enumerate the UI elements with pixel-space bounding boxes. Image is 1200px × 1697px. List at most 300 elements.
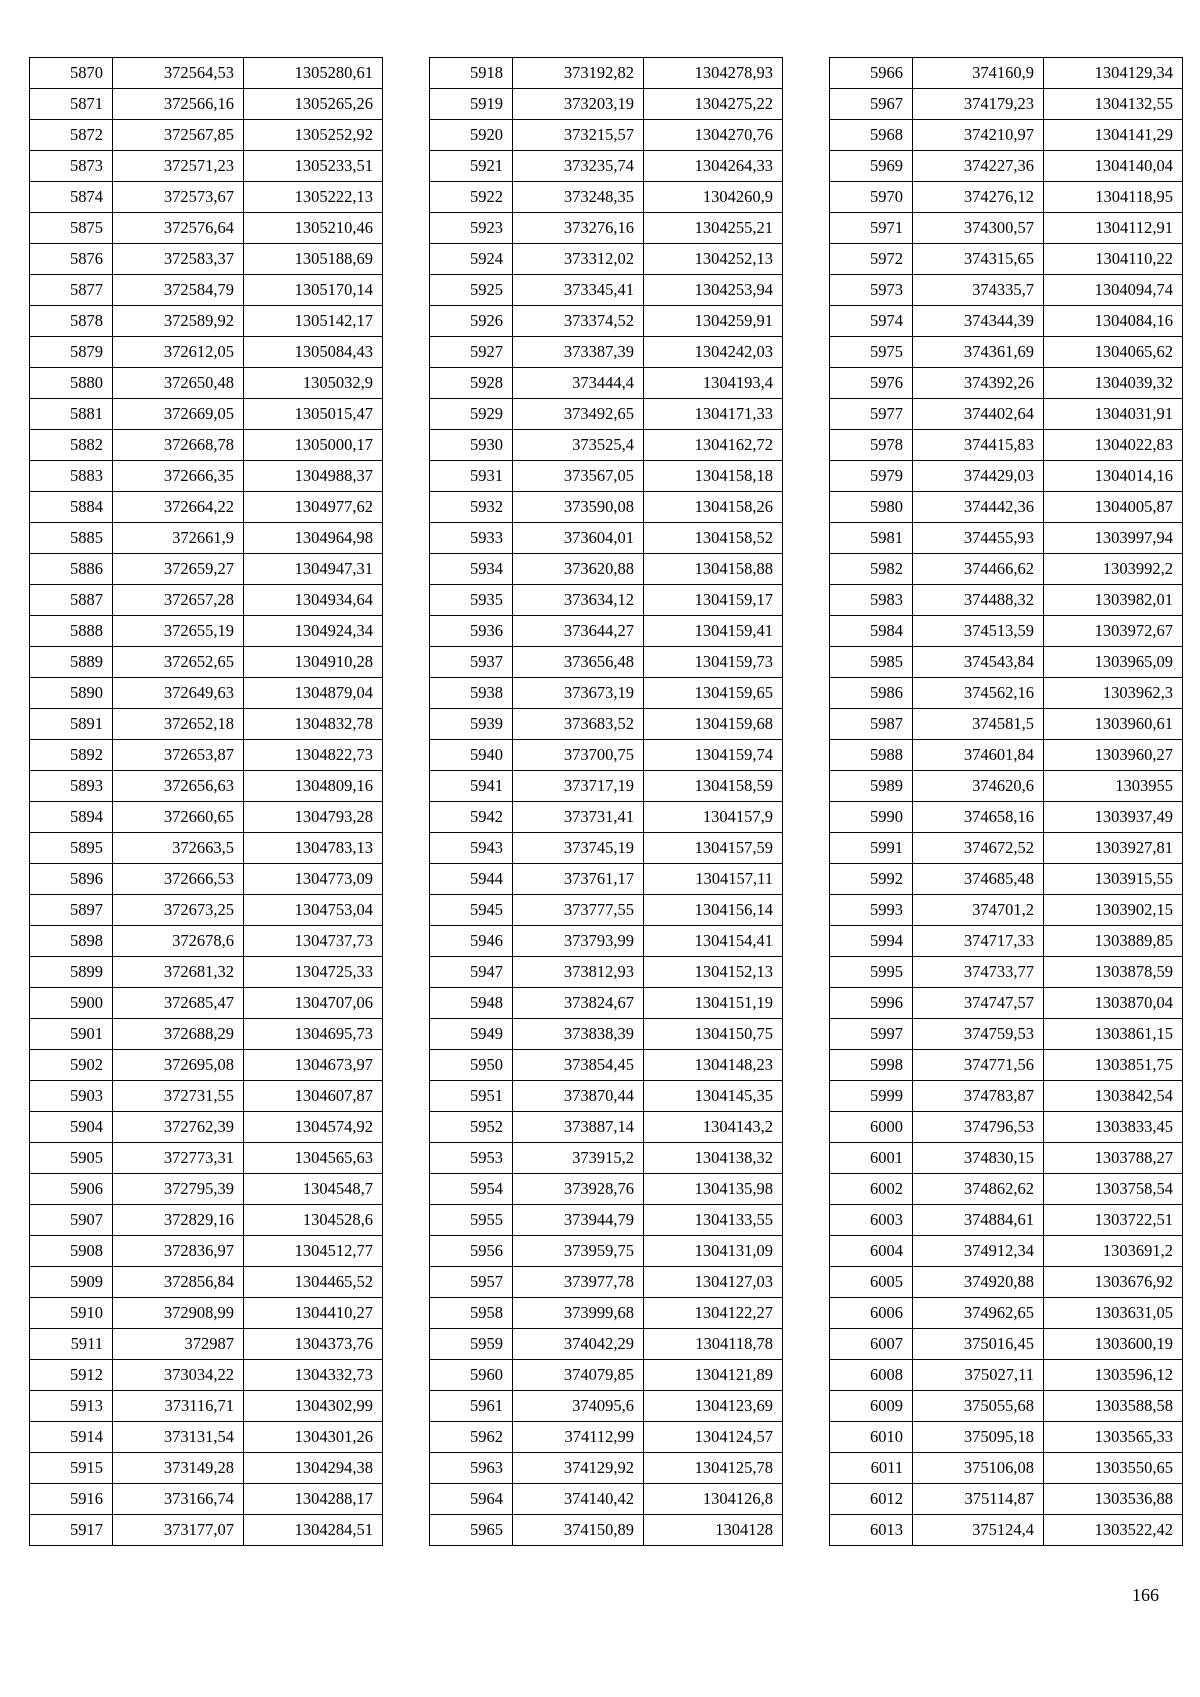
y-coordinate-cell: 1304707,06 bbox=[244, 988, 383, 1019]
x-coordinate-cell: 372773,31 bbox=[113, 1143, 244, 1174]
x-coordinate-cell: 374962,65 bbox=[913, 1298, 1044, 1329]
table-row bbox=[830, 1515, 1183, 1546]
table-row bbox=[430, 678, 783, 709]
x-coordinate-cell: 373177,07 bbox=[113, 1515, 244, 1546]
y-coordinate-cell: 1304131,09 bbox=[644, 1236, 783, 1267]
point-number-cell: 5887 bbox=[30, 585, 113, 616]
table-row bbox=[30, 58, 383, 89]
x-coordinate-cell: 374300,57 bbox=[913, 213, 1044, 244]
x-coordinate-cell: 373345,41 bbox=[513, 275, 644, 306]
y-coordinate-cell: 1304133,55 bbox=[644, 1205, 783, 1236]
point-number-cell: 5973 bbox=[830, 275, 913, 306]
point-number-cell: 5954 bbox=[430, 1174, 513, 1205]
point-number-cell: 5940 bbox=[430, 740, 513, 771]
point-number-cell: 6002 bbox=[830, 1174, 913, 1205]
x-coordinate-cell: 373683,52 bbox=[513, 709, 644, 740]
coordinate-table-1 bbox=[29, 57, 383, 1546]
x-coordinate-cell: 375106,08 bbox=[913, 1453, 1044, 1484]
y-coordinate-cell: 1303972,67 bbox=[1044, 616, 1183, 647]
table-row bbox=[830, 1081, 1183, 1112]
point-number-cell: 6009 bbox=[830, 1391, 913, 1422]
table-row bbox=[30, 306, 383, 337]
table-row bbox=[430, 461, 783, 492]
point-number-cell: 5995 bbox=[830, 957, 913, 988]
x-coordinate-cell: 372731,55 bbox=[113, 1081, 244, 1112]
table-row bbox=[30, 1205, 383, 1236]
point-number-cell: 5898 bbox=[30, 926, 113, 957]
point-number-cell: 5908 bbox=[30, 1236, 113, 1267]
point-number-cell: 5965 bbox=[430, 1515, 513, 1546]
x-coordinate-cell: 374160,9 bbox=[913, 58, 1044, 89]
point-number-cell: 5913 bbox=[30, 1391, 113, 1422]
x-coordinate-cell: 375095,18 bbox=[913, 1422, 1044, 1453]
x-coordinate-cell: 372659,27 bbox=[113, 554, 244, 585]
table-row bbox=[30, 1391, 383, 1422]
y-coordinate-cell: 1304255,21 bbox=[644, 213, 783, 244]
table-row bbox=[830, 213, 1183, 244]
point-number-cell: 5957 bbox=[430, 1267, 513, 1298]
y-coordinate-cell: 1303915,55 bbox=[1044, 864, 1183, 895]
table-row bbox=[30, 1515, 383, 1546]
x-coordinate-cell: 374733,77 bbox=[913, 957, 1044, 988]
y-coordinate-cell: 1304242,03 bbox=[644, 337, 783, 368]
table-row bbox=[30, 368, 383, 399]
x-coordinate-cell: 372829,16 bbox=[113, 1205, 244, 1236]
x-coordinate-cell: 374562,16 bbox=[913, 678, 1044, 709]
y-coordinate-cell: 1304934,64 bbox=[244, 585, 383, 616]
table-row bbox=[430, 1515, 783, 1546]
point-number-cell: 5872 bbox=[30, 120, 113, 151]
point-number-cell: 5951 bbox=[430, 1081, 513, 1112]
table-row bbox=[430, 926, 783, 957]
y-coordinate-cell: 1304162,72 bbox=[644, 430, 783, 461]
x-coordinate-cell: 375016,45 bbox=[913, 1329, 1044, 1360]
x-coordinate-cell: 374581,5 bbox=[913, 709, 1044, 740]
x-coordinate-cell: 374466,62 bbox=[913, 554, 1044, 585]
x-coordinate-cell: 374442,36 bbox=[913, 492, 1044, 523]
table-row bbox=[30, 1298, 383, 1329]
point-number-cell: 5991 bbox=[830, 833, 913, 864]
x-coordinate-cell: 373812,93 bbox=[513, 957, 644, 988]
table-row bbox=[830, 1360, 1183, 1391]
table-row bbox=[30, 1112, 383, 1143]
x-coordinate-cell: 373777,55 bbox=[513, 895, 644, 926]
table-row bbox=[30, 957, 383, 988]
table-row bbox=[830, 1422, 1183, 1453]
table-row bbox=[30, 1174, 383, 1205]
y-coordinate-cell: 1304135,98 bbox=[644, 1174, 783, 1205]
table-row bbox=[430, 337, 783, 368]
x-coordinate-cell: 374344,39 bbox=[913, 306, 1044, 337]
point-number-cell: 6000 bbox=[830, 1112, 913, 1143]
table-row bbox=[430, 771, 783, 802]
y-coordinate-cell: 1304574,92 bbox=[244, 1112, 383, 1143]
table-row bbox=[30, 399, 383, 430]
table-row bbox=[430, 492, 783, 523]
table-row bbox=[830, 182, 1183, 213]
table-row bbox=[830, 802, 1183, 833]
point-number-cell: 5909 bbox=[30, 1267, 113, 1298]
point-number-cell: 6013 bbox=[830, 1515, 913, 1546]
x-coordinate-cell: 372656,63 bbox=[113, 771, 244, 802]
y-coordinate-cell: 1305000,17 bbox=[244, 430, 383, 461]
x-coordinate-cell: 374601,84 bbox=[913, 740, 1044, 771]
point-number-cell: 5890 bbox=[30, 678, 113, 709]
point-number-cell: 5914 bbox=[30, 1422, 113, 1453]
y-coordinate-cell: 1304822,73 bbox=[244, 740, 383, 771]
x-coordinate-cell: 375027,11 bbox=[913, 1360, 1044, 1391]
y-coordinate-cell: 1305233,51 bbox=[244, 151, 383, 182]
point-number-cell: 5982 bbox=[830, 554, 913, 585]
point-number-cell: 5984 bbox=[830, 616, 913, 647]
x-coordinate-cell: 373731,41 bbox=[513, 802, 644, 833]
point-number-cell: 5924 bbox=[430, 244, 513, 275]
table-row bbox=[30, 740, 383, 771]
point-number-cell: 5993 bbox=[830, 895, 913, 926]
point-number-cell: 5922 bbox=[430, 182, 513, 213]
point-number-cell: 5952 bbox=[430, 1112, 513, 1143]
point-number-cell: 6011 bbox=[830, 1453, 913, 1484]
point-number-cell: 6012 bbox=[830, 1484, 913, 1515]
x-coordinate-cell: 372695,08 bbox=[113, 1050, 244, 1081]
table-row bbox=[430, 1112, 783, 1143]
x-coordinate-cell: 373444,4 bbox=[513, 368, 644, 399]
y-coordinate-cell: 1304171,33 bbox=[644, 399, 783, 430]
y-coordinate-cell: 1303596,12 bbox=[1044, 1360, 1183, 1391]
y-coordinate-cell: 1304284,51 bbox=[244, 1515, 383, 1546]
y-coordinate-cell: 1304039,32 bbox=[1044, 368, 1183, 399]
table-row bbox=[30, 926, 383, 957]
point-number-cell: 5943 bbox=[430, 833, 513, 864]
table-row bbox=[830, 368, 1183, 399]
point-number-cell: 5876 bbox=[30, 244, 113, 275]
table-row bbox=[430, 368, 783, 399]
y-coordinate-cell: 1304140,04 bbox=[1044, 151, 1183, 182]
x-coordinate-cell: 373761,17 bbox=[513, 864, 644, 895]
point-number-cell: 5883 bbox=[30, 461, 113, 492]
point-number-cell: 5956 bbox=[430, 1236, 513, 1267]
y-coordinate-cell: 1304373,76 bbox=[244, 1329, 383, 1360]
x-coordinate-cell: 373959,75 bbox=[513, 1236, 644, 1267]
table-row bbox=[430, 58, 783, 89]
point-number-cell: 5886 bbox=[30, 554, 113, 585]
x-coordinate-cell: 373838,39 bbox=[513, 1019, 644, 1050]
table-row bbox=[30, 244, 383, 275]
y-coordinate-cell: 1304410,27 bbox=[244, 1298, 383, 1329]
x-coordinate-cell: 374543,84 bbox=[913, 647, 1044, 678]
x-coordinate-cell: 373644,27 bbox=[513, 616, 644, 647]
point-number-cell: 5915 bbox=[30, 1453, 113, 1484]
table-row bbox=[830, 151, 1183, 182]
x-coordinate-cell: 372681,32 bbox=[113, 957, 244, 988]
table-row bbox=[30, 430, 383, 461]
y-coordinate-cell: 1304264,33 bbox=[644, 151, 783, 182]
x-coordinate-cell: 373276,16 bbox=[513, 213, 644, 244]
point-number-cell: 5933 bbox=[430, 523, 513, 554]
x-coordinate-cell: 374912,34 bbox=[913, 1236, 1044, 1267]
y-coordinate-cell: 1304278,93 bbox=[644, 58, 783, 89]
y-coordinate-cell: 1304157,9 bbox=[644, 802, 783, 833]
y-coordinate-cell: 1303902,15 bbox=[1044, 895, 1183, 926]
point-number-cell: 5998 bbox=[830, 1050, 913, 1081]
point-number-cell: 5931 bbox=[430, 461, 513, 492]
point-number-cell: 5958 bbox=[430, 1298, 513, 1329]
x-coordinate-cell: 373620,88 bbox=[513, 554, 644, 585]
point-number-cell: 5960 bbox=[430, 1360, 513, 1391]
table-row bbox=[830, 1453, 1183, 1484]
point-number-cell: 5964 bbox=[430, 1484, 513, 1515]
x-coordinate-cell: 375055,68 bbox=[913, 1391, 1044, 1422]
x-coordinate-cell: 373525,4 bbox=[513, 430, 644, 461]
y-coordinate-cell: 1304158,59 bbox=[644, 771, 783, 802]
y-coordinate-cell: 1304753,04 bbox=[244, 895, 383, 926]
table-row bbox=[830, 244, 1183, 275]
table-row bbox=[830, 275, 1183, 306]
x-coordinate-cell: 372652,18 bbox=[113, 709, 244, 740]
y-coordinate-cell: 1304964,98 bbox=[244, 523, 383, 554]
point-number-cell: 5870 bbox=[30, 58, 113, 89]
x-coordinate-cell: 373166,74 bbox=[113, 1484, 244, 1515]
y-coordinate-cell: 1304122,27 bbox=[644, 1298, 783, 1329]
point-number-cell: 5969 bbox=[830, 151, 913, 182]
y-coordinate-cell: 1303600,19 bbox=[1044, 1329, 1183, 1360]
y-coordinate-cell: 1303955 bbox=[1044, 771, 1183, 802]
point-number-cell: 5917 bbox=[30, 1515, 113, 1546]
y-coordinate-cell: 1304302,99 bbox=[244, 1391, 383, 1422]
y-coordinate-cell: 1303631,05 bbox=[1044, 1298, 1183, 1329]
x-coordinate-cell: 372685,47 bbox=[113, 988, 244, 1019]
y-coordinate-cell: 1304783,13 bbox=[244, 833, 383, 864]
y-coordinate-cell: 1304793,28 bbox=[244, 802, 383, 833]
table-row bbox=[430, 213, 783, 244]
table-row bbox=[830, 337, 1183, 368]
y-coordinate-cell: 1304121,89 bbox=[644, 1360, 783, 1391]
table-row bbox=[830, 585, 1183, 616]
y-coordinate-cell: 1304132,55 bbox=[1044, 89, 1183, 120]
point-number-cell: 5968 bbox=[830, 120, 913, 151]
x-coordinate-cell: 373717,19 bbox=[513, 771, 644, 802]
point-number-cell: 5875 bbox=[30, 213, 113, 244]
table-row bbox=[30, 1484, 383, 1515]
x-coordinate-cell: 372666,53 bbox=[113, 864, 244, 895]
table-row bbox=[430, 1205, 783, 1236]
y-coordinate-cell: 1303691,2 bbox=[1044, 1236, 1183, 1267]
x-coordinate-cell: 374150,89 bbox=[513, 1515, 644, 1546]
y-coordinate-cell: 1304159,74 bbox=[644, 740, 783, 771]
point-number-cell: 5988 bbox=[830, 740, 913, 771]
table-row bbox=[830, 120, 1183, 151]
x-coordinate-cell: 373312,02 bbox=[513, 244, 644, 275]
x-coordinate-cell: 372669,05 bbox=[113, 399, 244, 430]
table-row bbox=[30, 864, 383, 895]
point-number-cell: 5903 bbox=[30, 1081, 113, 1112]
x-coordinate-cell: 372908,99 bbox=[113, 1298, 244, 1329]
table-row bbox=[830, 461, 1183, 492]
x-coordinate-cell: 373999,68 bbox=[513, 1298, 644, 1329]
table-row bbox=[30, 1236, 383, 1267]
table-row bbox=[30, 709, 383, 740]
y-coordinate-cell: 1303992,2 bbox=[1044, 554, 1183, 585]
y-coordinate-cell: 1304548,7 bbox=[244, 1174, 383, 1205]
y-coordinate-cell: 1304924,34 bbox=[244, 616, 383, 647]
x-coordinate-cell: 374140,42 bbox=[513, 1484, 644, 1515]
table-row bbox=[830, 1267, 1183, 1298]
point-number-cell: 5970 bbox=[830, 182, 913, 213]
point-number-cell: 5983 bbox=[830, 585, 913, 616]
x-coordinate-cell: 372655,19 bbox=[113, 616, 244, 647]
y-coordinate-cell: 1304126,8 bbox=[644, 1484, 783, 1515]
table-row bbox=[830, 89, 1183, 120]
x-coordinate-cell: 374658,16 bbox=[913, 802, 1044, 833]
point-number-cell: 5881 bbox=[30, 399, 113, 430]
point-number-cell: 5992 bbox=[830, 864, 913, 895]
table-row bbox=[430, 833, 783, 864]
x-coordinate-cell: 372663,5 bbox=[113, 833, 244, 864]
point-number-cell: 5873 bbox=[30, 151, 113, 182]
y-coordinate-cell: 1304022,83 bbox=[1044, 430, 1183, 461]
point-number-cell: 5923 bbox=[430, 213, 513, 244]
y-coordinate-cell: 1303861,15 bbox=[1044, 1019, 1183, 1050]
point-number-cell: 5938 bbox=[430, 678, 513, 709]
x-coordinate-cell: 372650,48 bbox=[113, 368, 244, 399]
y-coordinate-cell: 1304528,6 bbox=[244, 1205, 383, 1236]
table-row bbox=[830, 1174, 1183, 1205]
y-coordinate-cell: 1305084,43 bbox=[244, 337, 383, 368]
point-number-cell: 5934 bbox=[430, 554, 513, 585]
x-coordinate-cell: 375114,87 bbox=[913, 1484, 1044, 1515]
x-coordinate-cell: 373634,12 bbox=[513, 585, 644, 616]
y-coordinate-cell: 1304695,73 bbox=[244, 1019, 383, 1050]
x-coordinate-cell: 372657,28 bbox=[113, 585, 244, 616]
y-coordinate-cell: 1303870,04 bbox=[1044, 988, 1183, 1019]
point-number-cell: 5990 bbox=[830, 802, 913, 833]
x-coordinate-cell: 374620,6 bbox=[913, 771, 1044, 802]
y-coordinate-cell: 1304193,4 bbox=[644, 368, 783, 399]
table-row bbox=[30, 988, 383, 1019]
point-number-cell: 5926 bbox=[430, 306, 513, 337]
table-row bbox=[430, 399, 783, 430]
point-number-cell: 5949 bbox=[430, 1019, 513, 1050]
y-coordinate-cell: 1304124,57 bbox=[644, 1422, 783, 1453]
point-number-cell: 5919 bbox=[430, 89, 513, 120]
x-coordinate-cell: 372661,9 bbox=[113, 523, 244, 554]
x-coordinate-cell: 374796,53 bbox=[913, 1112, 1044, 1143]
x-coordinate-cell: 372571,23 bbox=[113, 151, 244, 182]
x-coordinate-cell: 372653,87 bbox=[113, 740, 244, 771]
point-number-cell: 5902 bbox=[30, 1050, 113, 1081]
y-coordinate-cell: 1303842,54 bbox=[1044, 1081, 1183, 1112]
table-row bbox=[30, 89, 383, 120]
x-coordinate-cell: 373604,01 bbox=[513, 523, 644, 554]
x-coordinate-cell: 374771,56 bbox=[913, 1050, 1044, 1081]
y-coordinate-cell: 1305210,46 bbox=[244, 213, 383, 244]
y-coordinate-cell: 1304288,17 bbox=[244, 1484, 383, 1515]
x-coordinate-cell: 374830,15 bbox=[913, 1143, 1044, 1174]
x-coordinate-cell: 373492,65 bbox=[513, 399, 644, 430]
y-coordinate-cell: 1304158,88 bbox=[644, 554, 783, 585]
x-coordinate-cell: 372573,67 bbox=[113, 182, 244, 213]
y-coordinate-cell: 1304252,13 bbox=[644, 244, 783, 275]
y-coordinate-cell: 1304773,09 bbox=[244, 864, 383, 895]
x-coordinate-cell: 372666,35 bbox=[113, 461, 244, 492]
x-coordinate-cell: 374227,36 bbox=[913, 151, 1044, 182]
y-coordinate-cell: 1305032,9 bbox=[244, 368, 383, 399]
x-coordinate-cell: 372668,78 bbox=[113, 430, 244, 461]
coordinate-table-2 bbox=[429, 57, 783, 1546]
x-coordinate-cell: 373567,05 bbox=[513, 461, 644, 492]
table-row bbox=[830, 1019, 1183, 1050]
x-coordinate-cell: 372583,37 bbox=[113, 244, 244, 275]
table-row bbox=[830, 1391, 1183, 1422]
y-coordinate-cell: 1304129,34 bbox=[1044, 58, 1183, 89]
x-coordinate-cell: 372612,05 bbox=[113, 337, 244, 368]
point-number-cell: 5980 bbox=[830, 492, 913, 523]
y-coordinate-cell: 1304159,17 bbox=[644, 585, 783, 616]
point-number-cell: 5900 bbox=[30, 988, 113, 1019]
point-number-cell: 5961 bbox=[430, 1391, 513, 1422]
y-coordinate-cell: 1303722,51 bbox=[1044, 1205, 1183, 1236]
x-coordinate-cell: 373387,39 bbox=[513, 337, 644, 368]
table-row bbox=[430, 430, 783, 461]
y-coordinate-cell: 1304031,91 bbox=[1044, 399, 1183, 430]
x-coordinate-cell: 374042,29 bbox=[513, 1329, 644, 1360]
point-number-cell: 5878 bbox=[30, 306, 113, 337]
y-coordinate-cell: 1304947,31 bbox=[244, 554, 383, 585]
y-coordinate-cell: 1303997,94 bbox=[1044, 523, 1183, 554]
table-row bbox=[30, 1360, 383, 1391]
point-number-cell: 5944 bbox=[430, 864, 513, 895]
table-row bbox=[830, 399, 1183, 430]
table-row bbox=[830, 1484, 1183, 1515]
x-coordinate-cell: 372584,79 bbox=[113, 275, 244, 306]
point-number-cell: 5997 bbox=[830, 1019, 913, 1050]
table-row bbox=[830, 864, 1183, 895]
y-coordinate-cell: 1304725,33 bbox=[244, 957, 383, 988]
y-coordinate-cell: 1303960,61 bbox=[1044, 709, 1183, 740]
table-row bbox=[430, 585, 783, 616]
y-coordinate-cell: 1304152,13 bbox=[644, 957, 783, 988]
point-number-cell: 5972 bbox=[830, 244, 913, 275]
y-coordinate-cell: 1304301,26 bbox=[244, 1422, 383, 1453]
x-coordinate-cell: 374672,52 bbox=[913, 833, 1044, 864]
point-number-cell: 5959 bbox=[430, 1329, 513, 1360]
y-coordinate-cell: 1304094,74 bbox=[1044, 275, 1183, 306]
x-coordinate-cell: 374402,64 bbox=[913, 399, 1044, 430]
table-row bbox=[830, 957, 1183, 988]
point-number-cell: 5882 bbox=[30, 430, 113, 461]
x-coordinate-cell: 372688,29 bbox=[113, 1019, 244, 1050]
x-coordinate-cell: 373700,75 bbox=[513, 740, 644, 771]
point-number-cell: 5894 bbox=[30, 802, 113, 833]
x-coordinate-cell: 374112,99 bbox=[513, 1422, 644, 1453]
table-row bbox=[30, 802, 383, 833]
table-row bbox=[830, 1298, 1183, 1329]
y-coordinate-cell: 1304156,14 bbox=[644, 895, 783, 926]
y-coordinate-cell: 1304151,19 bbox=[644, 988, 783, 1019]
table-row bbox=[30, 1143, 383, 1174]
x-coordinate-cell: 373673,19 bbox=[513, 678, 644, 709]
table-row bbox=[830, 430, 1183, 461]
x-coordinate-cell: 374513,59 bbox=[913, 616, 1044, 647]
table-row bbox=[430, 1081, 783, 1112]
point-number-cell: 5941 bbox=[430, 771, 513, 802]
point-number-cell: 5888 bbox=[30, 616, 113, 647]
point-number-cell: 5937 bbox=[430, 647, 513, 678]
point-number-cell: 5879 bbox=[30, 337, 113, 368]
table-row bbox=[830, 492, 1183, 523]
point-number-cell: 5935 bbox=[430, 585, 513, 616]
table-row bbox=[830, 833, 1183, 864]
